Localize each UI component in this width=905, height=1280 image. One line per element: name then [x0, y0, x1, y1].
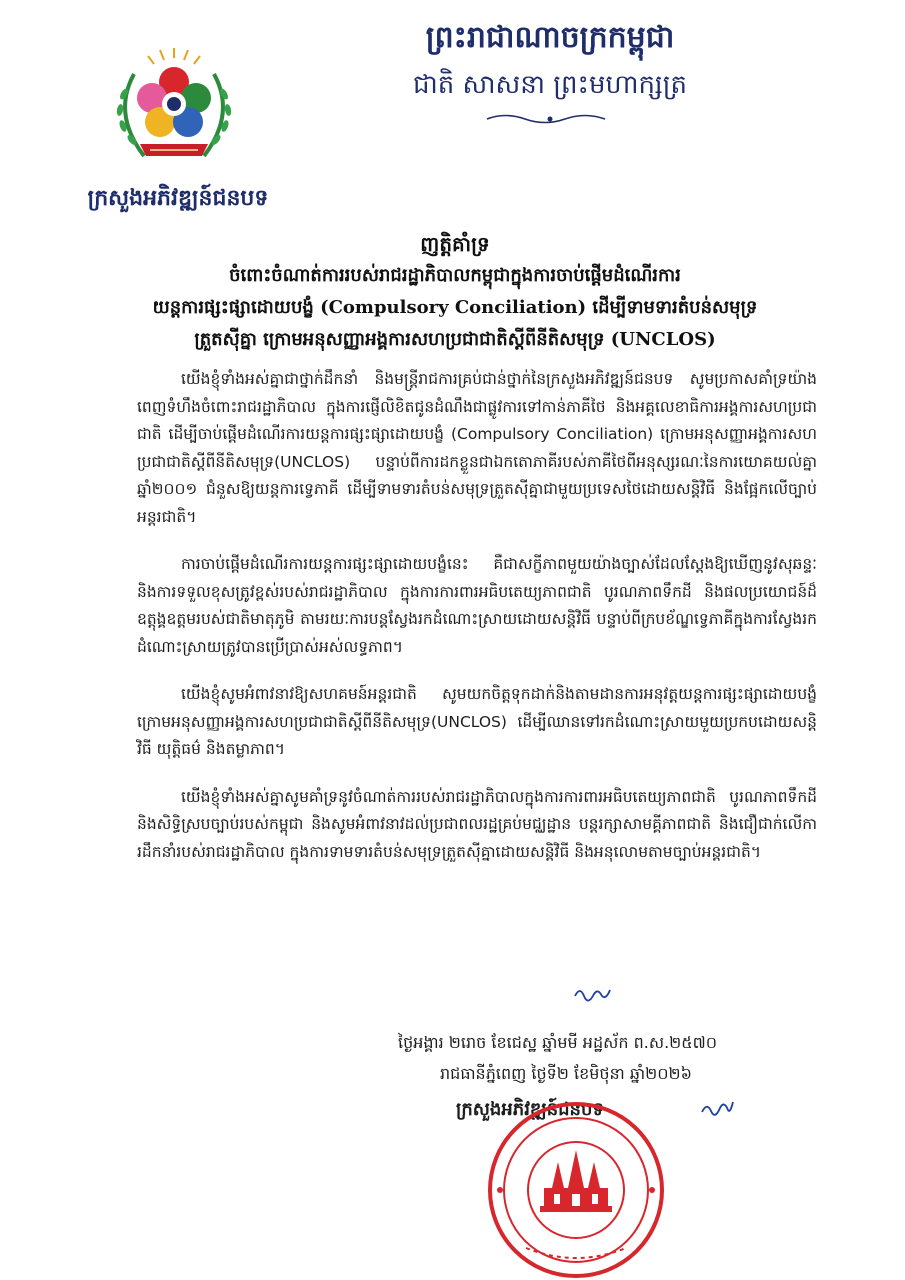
ministry-name: ក្រសួងអភិវឌ្ឍន៍ជនបទ [87, 185, 269, 211]
body-paragraph: យើងខ្ញុំទាំងអស់គ្នាសូមគាំទ្រនូវចំណាត់ការរបស់រាជរដ្ឋាភិបាលក្នុងការការពារអធិបតេយ្យភាពជាតិ បូរណភាពទឹកដី និងសិទ្ធិស្របច្បាប់របស់កម្ពុជា និងសូមអំពាវនាវដល់ប្រជាពលរដ្ឋគ្រប់មជ្ឈដ្ឋាន បន្តរក្សាសាមគ្គីភាពជាតិ និងជឿជាក់លើការដឹកនាំរបស់រាជរដ្ឋាភិបាល ក្នុងការទាមទារតំបន់សមុទ្រត្រួតស៊ីគ្នាដោយសន្តិវិធី និងអនុលោមតាមច្បាប់អន្តរជាតិ។ [137, 787, 817, 861]
document-subtitle-line: យន្តការផ្សះផ្សាដោយបង្ខំ (Compulsory Conciliation) ដើម្បីទាមទារតំបន់សមុទ្រ [152, 297, 758, 318]
document-subtitle-line: ត្រួតស៊ីគ្នា ក្រោមអនុសញ្ញាអង្គការសហប្រជាជាតិស្តីពីនីតិសមុទ្រ (UNCLOS) [194, 329, 716, 350]
ministry-logo [104, 44, 244, 174]
document-subtitle-line: ចំពោះចំណាត់ការរបស់រាជរដ្ឋាភិបាលកម្ពុជាក្នុងការចាប់ផ្តើមដំណើរការ [229, 265, 681, 286]
document-body [137, 366, 817, 886]
kingdom-heading: ព្រះរាជាណាចក្រកម្ពុជា [425, 20, 675, 55]
body-paragraph: យើងខ្ញុំសូមអំពាវនាវឱ្យសហគមន៍អន្តរជាតិ សូមយកចិត្តទុកដាក់និងតាមដានការអនុវត្តយន្តការផ្សះផ្សាដោយបង្ខំ ក្រោមអនុសញ្ញាអង្គការសហប្រជាជាតិស្តីពីនីតិសមុទ្រ(UNCLOS) ដើម្បីឈានទៅរកដំណោះស្រាយមួយប្រកបដោយសន្តិវិធី យុត្តិធម៌ និងតម្លាភាព។ [137, 685, 817, 758]
lunar-date: ថ្ងៃអង្គារ ២រោច ខែជេស្ឋ ឆ្នាំមមី អដ្ឋស័ក ព.ស.២៥៧០ [398, 1033, 718, 1052]
body-paragraph: ការចាប់ផ្តើមដំណើរការយន្តការផ្សះផ្សាដោយបង្ខំនេះ គឺជាសក្ខីភាពមួយយ៉ាងច្បាស់ដែលស្តែងឱ្យឃើញនូវសុឆន្ទៈ និងការទទួលខុសត្រូវខ្ពស់របស់រាជរដ្ឋាភិបាល ក្នុងការការពារអធិបតេយ្យភាពជាតិ បូរណភាពទឹកដី និងផលប្រយោជន៍ដ៏ឧត្តុង្គឧត្តមរបស់ជាតិមាតុភូមិ តាមរយៈការបន្តស្វែងរកដំណោះស្រាយដោយសន្តិវិធី បន្ទាប់ពីក្របខ័ណ្ឌទ្វេភាគីក្នុងការស្វែងរកដំណោះស្រាយត្រូវបានប្រើប្រាស់អស់លទ្ធភាព។ [137, 555, 817, 656]
ornament-divider [485, 112, 615, 126]
solar-date: រាជធានីភ្នំពេញ ថ្ងៃទី២ ខែមិថុនា ឆ្នាំ២០២៦ [440, 1064, 692, 1083]
signature-initials [700, 1096, 734, 1118]
handwritten-initials [572, 982, 612, 1004]
body-paragraph: យើងខ្ញុំទាំងអស់គ្នាជាថ្នាក់ដឹកនាំ និងមន្ត្រីរាជការគ្រប់ជាន់ថ្នាក់នៃក្រសួងអភិវឌ្ឍន៍ជនបទ សូមប្រកាសគាំទ្រយ៉ាងពេញទំហឹងចំពោះរាជរដ្ឋាភិបាល ក្នុងការផ្ញើលិខិតជូនដំណឹងជាផ្លូវការទៅកាន់ភាគីថៃ និងអគ្គលេខាធិការអង្គការសហប្រជាជាតិ ដើម្បីចាប់ផ្តើមដំណើរការយន្តការផ្សះផ្សាដោយបង្ខំ (Compulsory Conciliation) ក្រោមអនុសញ្ញាអង្គការសហប្រជាជាតិស្តីពីនីតិសមុទ្រ(UNCLOS) បន្ទាប់ពីការដកខ្លួនជាឯកតោភាគីរបស់ភាគីថៃពីអនុស្សរណៈនៃការយោគយល់គ្នាឆ្នាំ២០០១ ជំនួសឱ្យយន្តការទ្វេភាគី ដើម្បីទាមទារតំបន់សមុទ្រត្រួតស៊ីគ្នាជាមួយប្រទេសថៃដោយសន្តិវិធី និងផ្អែកលើច្បាប់អន្តរជាតិ។ [137, 370, 817, 526]
national-motto: ជាតិ សាសនា ព្រះមហាក្សត្រ [413, 70, 687, 100]
document-title-block [70, 228, 840, 356]
official-seal [486, 1100, 666, 1280]
signing-organization: ក្រសួងអភិវឌ្ឍន៍ជនបទ [456, 1099, 604, 1120]
document-title: ញត្តិគាំទ្រ [420, 232, 490, 256]
